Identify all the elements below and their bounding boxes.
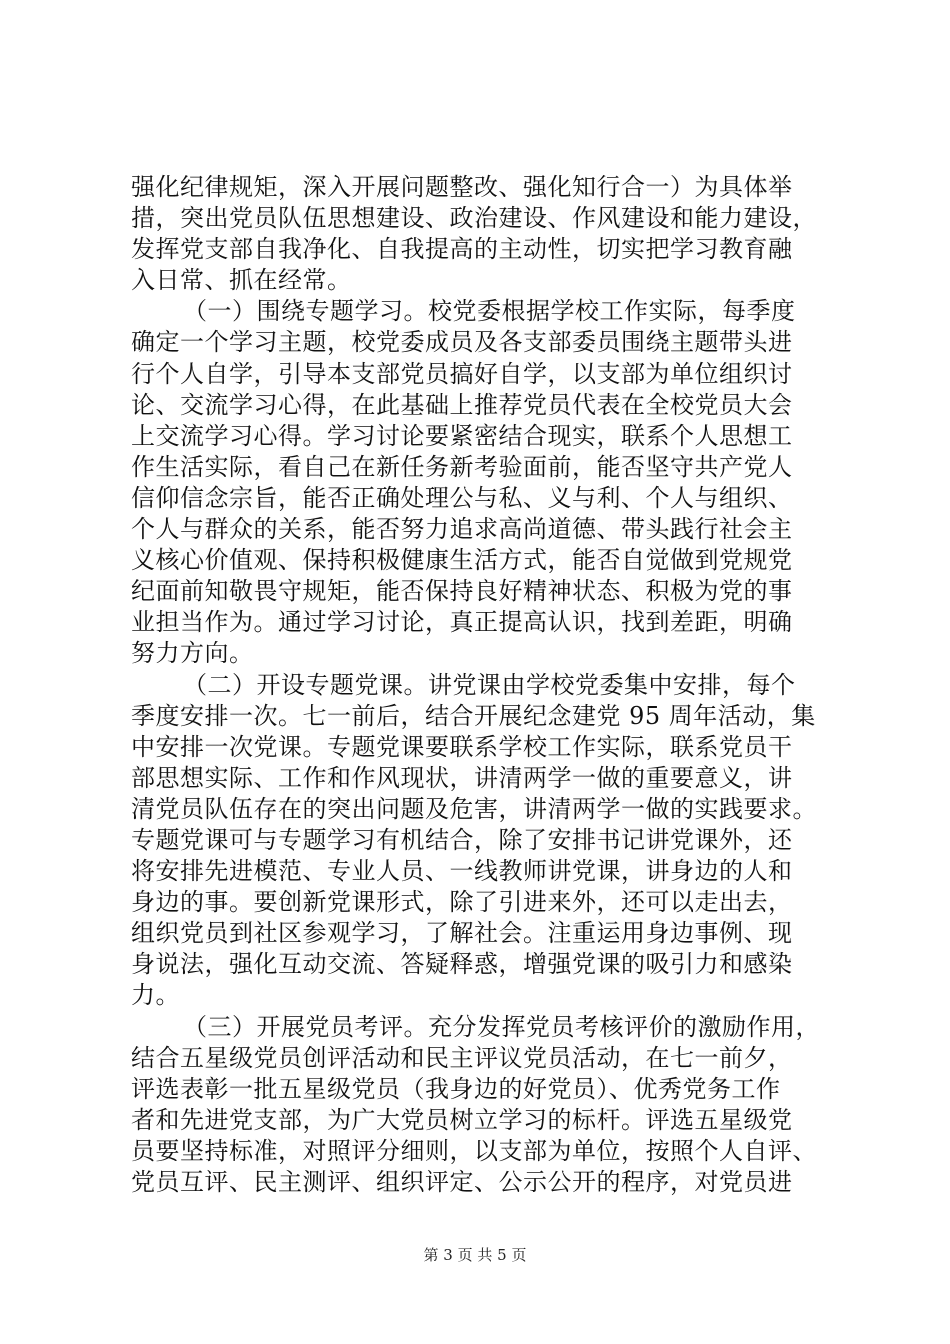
text-line: 身边的事。要创新党课形式，除了引进来外，还可以走出去， [131,888,793,917]
text-line: 专题党课可与专题学习有机结合，除了安排书记讲党课外，还 [131,825,793,854]
text-line: 个人与群众的关系，能否努力追求高尚道德、带头践行社会主 [131,515,793,544]
text-line: （一）围绕专题学习。校党委根据学校工作实际，每季度 [183,297,796,326]
text-line: 党员互评、民主测评、组织评定、公示公开的程序，对党员进 [131,1168,793,1196]
text-line: 组织党员到社区参观学习，了解社会。注重运用身边事例、现 [131,919,793,948]
text-line: 信仰信念宗旨，能否正确处理公与私、义与利、个人与组织、 [131,483,793,512]
text-line: 业担当作为。通过学习讨论，真正提高认识，找到差距，明确 [131,608,793,637]
text-line: 者和先进党支部，为广大党员树立学习的标杆。评选五星级党 [131,1105,793,1134]
text-line: 力。 [131,981,180,1010]
text-line: 员要坚持标准，对照评分细则，以支部为单位，按照个人自评、 [131,1136,817,1165]
text-line: 季度安排一次。七一前后，结合开展纪念建党 95 周年活动，集 [131,701,816,730]
text-line: 努力方向。 [131,639,254,668]
text-line: 中安排一次党课。专题党课要联系学校工作实际，联系党员干 [131,732,793,761]
text-line: 评选表彰一批五星级党员（我身边的好党员）、优秀党务工作 [131,1074,781,1103]
text-line: 作生活实际，看自己在新任务新考验面前，能否坚守共产党人 [131,452,793,481]
text-line: 清党员队伍存在的突出问题及危害，讲清两学一做的实践要求。 [131,794,817,823]
text-line: 行个人自学，引导本支部党员搞好自学，以支部为单位组织讨 [131,359,793,388]
text-line: 部思想实际、工作和作风现状，讲清两学一做的重要意义，讲 [131,763,793,792]
text-line: 义核心价值观、保持积极健康生活方式，能否自觉做到党规党 [131,546,793,575]
text-line: 上交流学习心得。学习讨论要紧密结合现实，联系个人思想工 [131,421,793,450]
text-line: 入日常、抓在经常。 [131,266,352,295]
text-line: 论、交流学习心得，在此基础上推荐党员代表在全校党员大会 [131,390,793,419]
text-line: 措，突出党员队伍思想建设、政治建设、作风建设和能力建设， [131,204,817,233]
text-line: （二）开设专题党课。讲党课由学校党委集中安排，每个 [183,670,796,699]
text-line: 将安排先进模范、专业人员、一线教师讲党课，讲身边的人和 [131,857,793,886]
text-line: 结合五星级党员创评活动和民主评议党员活动，在七一前夕， [131,1043,793,1072]
text-line: 发挥党支部自我净化、自我提高的主动性，切实把学习教育融 [131,235,793,264]
text-line: 身说法，强化互动交流、答疑释惑，增强党课的吸引力和感染 [131,950,793,979]
text-line: （三）开展党员考评。充分发挥党员考核评价的激励作用， [183,1012,820,1041]
text-line: 纪面前知敬畏守规矩，能否保持良好精神状态、积极为党的事 [131,577,793,606]
document-body [131,172,833,1198]
page-footer: 第 3 页 共 5 页 [423,1246,527,1264]
text-line: 确定一个学习主题，校党委成员及各支部委员围绕主题带头进 [131,328,793,357]
text-line: 强化纪律规矩，深入开展问题整改、强化知行合一）为具体举 [131,173,793,201]
